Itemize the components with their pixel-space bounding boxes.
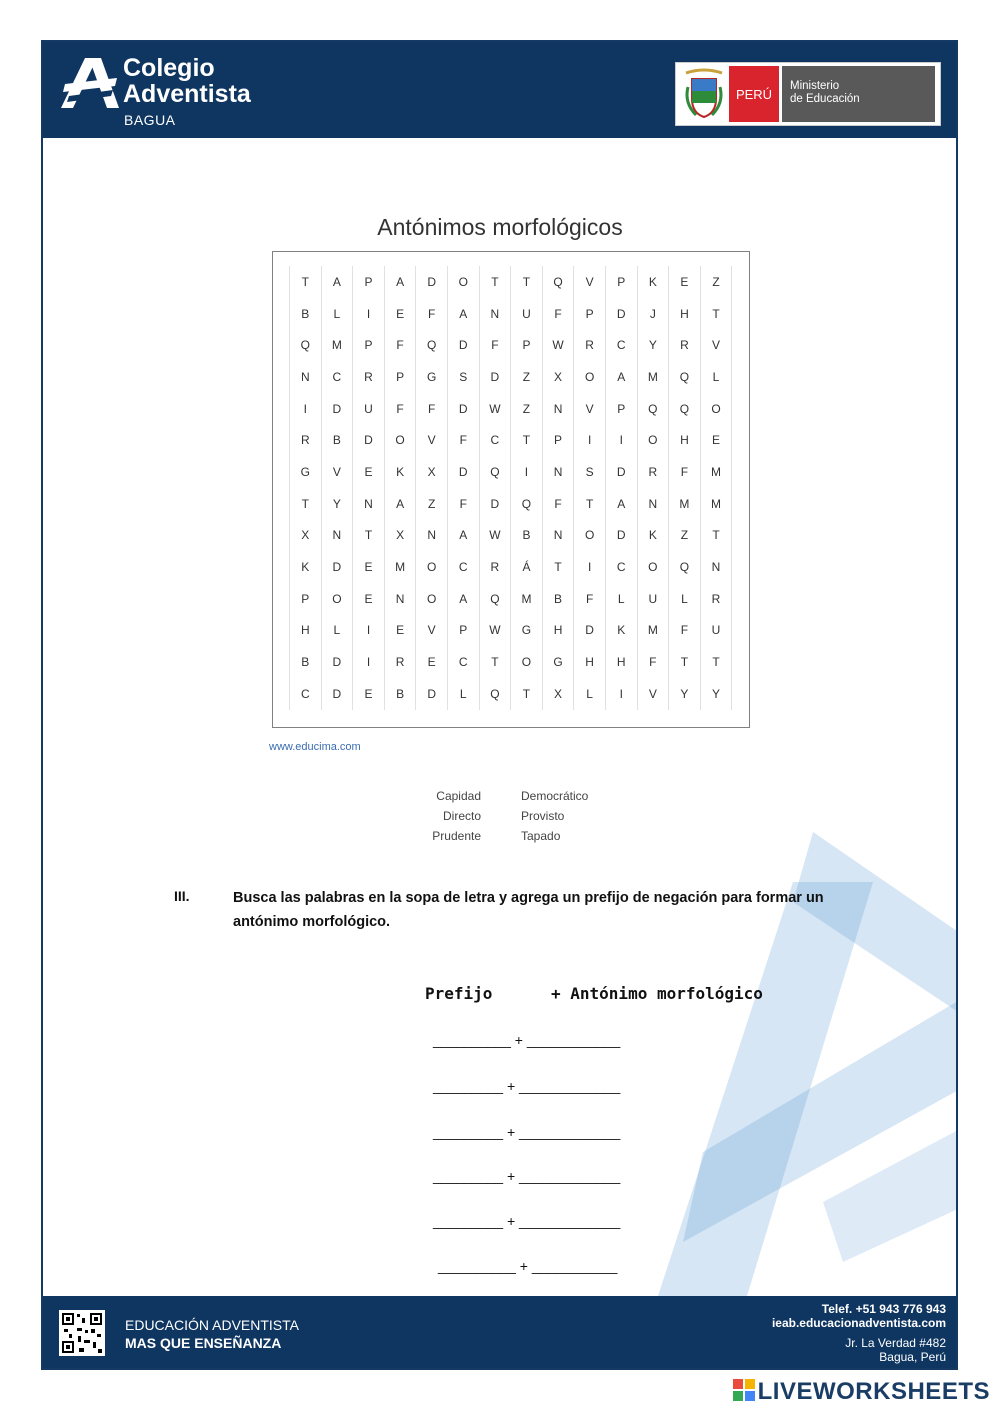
word-search-grid xyxy=(289,266,732,710)
grid-cell[interactable]: F xyxy=(479,329,511,361)
grid-cell[interactable]: V xyxy=(574,266,606,298)
grid-cell[interactable]: P xyxy=(447,615,479,647)
grid-cell[interactable]: Q xyxy=(416,329,448,361)
grid-cell[interactable]: V xyxy=(574,393,606,425)
grid-row xyxy=(290,615,732,647)
grid-cell[interactable]: E xyxy=(416,646,448,678)
grid-cell[interactable]: D xyxy=(605,456,637,488)
coat-of-arms-icon xyxy=(682,67,726,121)
grid-cell[interactable]: I xyxy=(353,615,385,647)
grid-cell[interactable]: N xyxy=(542,393,574,425)
grid-row xyxy=(290,456,732,488)
grid-cell[interactable]: Y xyxy=(669,678,701,710)
column-header-antonym: + Antónimo morfológico xyxy=(551,984,763,1003)
grid-cell[interactable]: I xyxy=(574,424,606,456)
grid-cell[interactable]: Á xyxy=(511,551,543,583)
grid-cell[interactable]: G xyxy=(416,361,448,393)
grid-cell[interactable]: W xyxy=(479,615,511,647)
grid-cell[interactable]: T xyxy=(542,551,574,583)
grid-cell[interactable]: D xyxy=(479,361,511,393)
grid-cell[interactable]: G xyxy=(511,615,543,647)
grid-cell[interactable]: M xyxy=(700,456,732,488)
grid-cell[interactable]: C xyxy=(321,361,353,393)
school-logo-icon xyxy=(59,54,121,110)
grid-row xyxy=(290,424,732,456)
grid-cell[interactable]: V xyxy=(416,424,448,456)
grid-cell[interactable]: N xyxy=(637,488,669,520)
grid-cell[interactable]: H xyxy=(574,646,606,678)
grid-row xyxy=(290,329,732,361)
contact-phone: Telef. +51 943 776 943 xyxy=(821,1302,946,1316)
grid-cell[interactable]: B xyxy=(290,298,322,330)
grid-cell[interactable]: D xyxy=(447,456,479,488)
grid-cell[interactable]: T xyxy=(700,646,732,678)
grid-cell[interactable]: Q xyxy=(479,456,511,488)
grid-cell[interactable]: Z xyxy=(416,488,448,520)
grid-cell[interactable]: F xyxy=(574,583,606,615)
grid-cell[interactable]: N xyxy=(290,361,322,393)
grid-row xyxy=(290,298,732,330)
word-list-left xyxy=(390,786,481,846)
grid-cell[interactable]: R xyxy=(479,551,511,583)
grid-cell[interactable]: K xyxy=(637,520,669,552)
grid-cell[interactable]: L xyxy=(321,298,353,330)
grid-cell[interactable]: O xyxy=(700,393,732,425)
answer-line-6[interactable]: __________ + ___________ xyxy=(438,1258,618,1274)
grid-cell[interactable]: R xyxy=(353,361,385,393)
grid-cell[interactable]: E xyxy=(353,583,385,615)
grid-cell[interactable]: N xyxy=(321,520,353,552)
grid-cell[interactable]: D xyxy=(416,266,448,298)
grid-cell[interactable]: T xyxy=(511,678,543,710)
grid-cell[interactable]: S xyxy=(447,361,479,393)
grid-cell[interactable]: A xyxy=(384,488,416,520)
grid-row xyxy=(290,583,732,615)
grid-cell[interactable]: Y xyxy=(637,329,669,361)
grid-cell[interactable]: F xyxy=(637,646,669,678)
grid-cell[interactable]: Q xyxy=(479,583,511,615)
grid-cell[interactable]: L xyxy=(605,583,637,615)
grid-cell[interactable]: M xyxy=(384,551,416,583)
grid-cell[interactable]: K xyxy=(384,456,416,488)
grid-cell[interactable]: C xyxy=(605,329,637,361)
grid-cell[interactable]: R xyxy=(574,329,606,361)
grid-cell[interactable]: M xyxy=(700,488,732,520)
grid-cell[interactable]: C xyxy=(447,646,479,678)
footer-banner xyxy=(43,1296,956,1370)
grid-cell[interactable]: D xyxy=(605,298,637,330)
grid-cell[interactable]: E xyxy=(353,456,385,488)
grid-cell[interactable]: H xyxy=(605,646,637,678)
grid-cell[interactable]: N xyxy=(416,520,448,552)
word-item: Directo xyxy=(442,809,481,823)
grid-cell[interactable]: U xyxy=(700,615,732,647)
grid-cell[interactable]: D xyxy=(353,424,385,456)
grid-cell[interactable]: X xyxy=(542,678,574,710)
grid-cell[interactable]: F xyxy=(416,393,448,425)
grid-cell[interactable]: F xyxy=(384,393,416,425)
grid-cell[interactable]: N xyxy=(384,583,416,615)
grid-cell[interactable]: B xyxy=(321,424,353,456)
grid-cell[interactable]: E xyxy=(353,678,385,710)
grid-cell[interactable]: C xyxy=(479,424,511,456)
grid-cell[interactable]: F xyxy=(542,488,574,520)
word-item: Capidad xyxy=(436,789,481,803)
grid-cell[interactable]: N xyxy=(700,551,732,583)
grid-cell[interactable]: F xyxy=(384,329,416,361)
grid-cell[interactable]: E xyxy=(700,424,732,456)
grid-cell[interactable]: K xyxy=(290,551,322,583)
grid-cell[interactable]: L xyxy=(321,615,353,647)
instruction-number: III. xyxy=(174,888,190,904)
grid-cell[interactable]: W xyxy=(479,520,511,552)
liveworksheets-brand xyxy=(733,1378,990,1406)
word-search-box xyxy=(272,251,750,728)
grid-cell[interactable]: T xyxy=(511,266,543,298)
grid-cell[interactable]: V xyxy=(637,678,669,710)
ministry-line2: de Educación xyxy=(790,93,860,105)
grid-cell[interactable]: L xyxy=(669,583,701,615)
grid-cell[interactable]: P xyxy=(511,329,543,361)
grid-row xyxy=(290,678,732,710)
grid-cell[interactable]: I xyxy=(353,646,385,678)
grid-row xyxy=(290,551,732,583)
grid-cell[interactable]: P xyxy=(353,329,385,361)
grid-cell[interactable]: R xyxy=(700,583,732,615)
word-list-right xyxy=(521,786,588,846)
grid-cell[interactable]: H xyxy=(290,615,322,647)
grid-cell[interactable]: F xyxy=(669,615,701,647)
grid-cell[interactable]: B xyxy=(290,646,322,678)
grid-row xyxy=(290,361,732,393)
grid-cell[interactable]: E xyxy=(384,298,416,330)
grid-cell[interactable]: P xyxy=(605,393,637,425)
grid-cell[interactable]: P xyxy=(290,583,322,615)
grid-cell[interactable]: P xyxy=(384,361,416,393)
grid-cell[interactable]: R xyxy=(290,424,322,456)
grid-cell[interactable]: Z xyxy=(511,393,543,425)
grid-cell[interactable]: Q xyxy=(669,551,701,583)
grid-cell[interactable]: D xyxy=(605,520,637,552)
ministry-logo xyxy=(675,62,941,126)
grid-cell[interactable]: R xyxy=(384,646,416,678)
grid-cell[interactable]: D xyxy=(321,646,353,678)
grid-cell[interactable]: A xyxy=(447,298,479,330)
school-name-line2: Adventista xyxy=(123,80,251,108)
school-location: BAGUA xyxy=(124,112,176,128)
grid-cell[interactable]: T xyxy=(669,646,701,678)
grid-cell[interactable]: T xyxy=(479,646,511,678)
footer-slogan xyxy=(125,1316,299,1352)
grid-cell[interactable]: C xyxy=(447,551,479,583)
grid-cell[interactable]: A xyxy=(447,520,479,552)
grid-cell[interactable]: O xyxy=(416,551,448,583)
grid-cell[interactable]: X xyxy=(542,361,574,393)
grid-cell[interactable]: T xyxy=(290,266,322,298)
school-name xyxy=(123,55,251,107)
page-title: Antónimos morfológicos xyxy=(377,214,623,240)
grid-cell[interactable]: K xyxy=(605,615,637,647)
grid-row xyxy=(290,266,732,298)
grid-cell[interactable]: M xyxy=(321,329,353,361)
grid-cell[interactable]: M xyxy=(637,615,669,647)
answer-line-5[interactable]: _________ + _____________ xyxy=(433,1213,621,1229)
school-name-line1: Colegio xyxy=(123,54,215,82)
grid-cell[interactable]: O xyxy=(637,551,669,583)
grid-cell[interactable]: T xyxy=(290,488,322,520)
grid-cell[interactable]: Z xyxy=(511,361,543,393)
grid-cell[interactable]: Q xyxy=(669,361,701,393)
grid-cell[interactable]: T xyxy=(511,424,543,456)
grid-cell[interactable]: D xyxy=(574,615,606,647)
grid-cell[interactable]: Q xyxy=(511,488,543,520)
grid-cell[interactable]: S xyxy=(574,456,606,488)
grid-cell[interactable]: N xyxy=(542,520,574,552)
peru-label: PERÚ xyxy=(729,66,779,122)
grid-cell[interactable]: M xyxy=(637,361,669,393)
header-banner xyxy=(43,42,956,138)
grid-cell[interactable]: N xyxy=(353,488,385,520)
grid-cell[interactable]: U xyxy=(353,393,385,425)
answer-line-2[interactable]: _________ + _____________ xyxy=(433,1078,621,1094)
source-url: www.educima.com xyxy=(269,741,361,753)
grid-cell[interactable]: H xyxy=(669,298,701,330)
grid-cell[interactable]: D xyxy=(321,393,353,425)
grid-cell[interactable]: Q xyxy=(290,329,322,361)
grid-cell[interactable]: M xyxy=(669,488,701,520)
grid-cell[interactable]: J xyxy=(637,298,669,330)
grid-cell[interactable]: V xyxy=(321,456,353,488)
grid-cell[interactable]: R xyxy=(637,456,669,488)
slogan-line2: MAS QUE ENSEÑANZA xyxy=(125,1335,282,1351)
liveworksheets-label: LIVEWORKSHEETS xyxy=(757,1378,990,1405)
answer-line-1[interactable]: __________ + ____________ xyxy=(433,1032,621,1048)
ministry-line1: Ministerio xyxy=(790,80,840,92)
grid-cell[interactable]: L xyxy=(700,361,732,393)
grid-row xyxy=(290,520,732,552)
grid-cell[interactable]: D xyxy=(479,488,511,520)
grid-cell[interactable]: I xyxy=(574,551,606,583)
grid-cell[interactable]: T xyxy=(574,488,606,520)
grid-cell[interactable]: F xyxy=(416,298,448,330)
grid-cell[interactable]: H xyxy=(669,424,701,456)
grid-cell[interactable]: I xyxy=(605,424,637,456)
grid-cell[interactable]: F xyxy=(669,456,701,488)
contact-website: ieab.educacionadventista.com xyxy=(771,1316,946,1330)
grid-cell[interactable]: T xyxy=(353,520,385,552)
grid-cell[interactable]: O xyxy=(447,266,479,298)
grid-cell[interactable]: G xyxy=(542,646,574,678)
grid-cell[interactable]: W xyxy=(479,393,511,425)
grid-cell[interactable]: K xyxy=(637,266,669,298)
grid-cell[interactable]: F xyxy=(447,424,479,456)
grid-cell[interactable]: R xyxy=(669,329,701,361)
footer-contact xyxy=(772,1302,946,1364)
word-item: Democrático xyxy=(521,789,589,803)
answer-line-4[interactable]: _________ + _____________ xyxy=(433,1168,621,1184)
grid-cell[interactable]: A xyxy=(447,583,479,615)
grid-cell[interactable]: P xyxy=(605,266,637,298)
grid-cell[interactable]: Y xyxy=(700,678,732,710)
word-item: Provisto xyxy=(521,809,565,823)
grid-cell[interactable]: D xyxy=(447,329,479,361)
grid-cell[interactable]: O xyxy=(574,520,606,552)
grid-cell[interactable]: A xyxy=(605,488,637,520)
grid-cell[interactable]: L xyxy=(447,678,479,710)
grid-cell[interactable]: Q xyxy=(542,266,574,298)
grid-cell[interactable]: L xyxy=(574,678,606,710)
qr-code-icon xyxy=(59,1310,105,1356)
grid-cell[interactable]: Y xyxy=(321,488,353,520)
grid-cell[interactable]: Q xyxy=(669,393,701,425)
instruction-text: Busca las palabras en la sopa de letra y agrega un prefijo de negación para formar un antónimo morfológico. xyxy=(233,890,824,930)
grid-cell[interactable]: P xyxy=(574,298,606,330)
word-item: Prudente xyxy=(432,829,481,843)
grid-cell[interactable]: D xyxy=(416,678,448,710)
grid-cell[interactable]: W xyxy=(542,329,574,361)
grid-cell[interactable]: A xyxy=(384,266,416,298)
grid-row xyxy=(290,488,732,520)
grid-cell[interactable]: B xyxy=(384,678,416,710)
grid-cell[interactable]: I xyxy=(605,678,637,710)
grid-cell[interactable]: O xyxy=(321,583,353,615)
grid-cell[interactable]: G xyxy=(290,456,322,488)
contact-address-street: Jr. La Verdad #482 xyxy=(845,1336,946,1350)
grid-cell[interactable]: C xyxy=(605,551,637,583)
grid-cell[interactable]: I xyxy=(353,298,385,330)
grid-cell[interactable]: P xyxy=(353,266,385,298)
grid-cell[interactable]: U xyxy=(637,583,669,615)
grid-cell[interactable]: T xyxy=(700,520,732,552)
grid-cell[interactable]: D xyxy=(321,551,353,583)
grid-cell[interactable]: O xyxy=(384,424,416,456)
grid-cell[interactable]: O xyxy=(416,583,448,615)
grid-cell[interactable]: P xyxy=(542,424,574,456)
grid-cell[interactable]: D xyxy=(447,393,479,425)
grid-cell[interactable]: N xyxy=(542,456,574,488)
column-header-prefix: Prefijo xyxy=(425,984,493,1003)
answer-line-3[interactable]: _________ + _____________ xyxy=(433,1124,621,1140)
grid-row xyxy=(290,646,732,678)
grid-cell[interactable]: B xyxy=(542,583,574,615)
grid-cell[interactable]: O xyxy=(511,646,543,678)
grid-cell[interactable]: E xyxy=(669,266,701,298)
grid-cell[interactable]: O xyxy=(637,424,669,456)
grid-cell[interactable]: F xyxy=(542,298,574,330)
grid-cell[interactable]: X xyxy=(416,456,448,488)
grid-cell[interactable]: Z xyxy=(669,520,701,552)
grid-cell[interactable]: E xyxy=(384,615,416,647)
grid-cell[interactable]: I xyxy=(511,456,543,488)
grid-cell[interactable]: X xyxy=(290,520,322,552)
grid-cell[interactable]: N xyxy=(479,298,511,330)
grid-cell[interactable]: V xyxy=(416,615,448,647)
grid-cell[interactable]: F xyxy=(447,488,479,520)
grid-cell[interactable]: M xyxy=(511,583,543,615)
grid-row xyxy=(290,393,732,425)
grid-cell[interactable]: Z xyxy=(700,266,732,298)
grid-cell[interactable]: D xyxy=(321,678,353,710)
word-item: Tapado xyxy=(521,829,561,843)
grid-cell[interactable]: V xyxy=(700,329,732,361)
grid-cell[interactable]: B xyxy=(511,520,543,552)
slogan-line1: EDUCACIÓN ADVENTISTA xyxy=(125,1317,299,1333)
liveworksheets-logo-icon xyxy=(733,1379,755,1401)
grid-cell[interactable]: X xyxy=(384,520,416,552)
grid-cell[interactable]: T xyxy=(479,266,511,298)
grid-cell[interactable]: H xyxy=(542,615,574,647)
contact-address-city: Bagua, Perú xyxy=(879,1350,946,1364)
grid-cell[interactable]: C xyxy=(290,678,322,710)
grid-cell[interactable]: E xyxy=(353,551,385,583)
grid-cell[interactable]: I xyxy=(290,393,322,425)
grid-cell[interactable]: O xyxy=(574,361,606,393)
grid-cell[interactable]: A xyxy=(321,266,353,298)
grid-cell[interactable]: Q xyxy=(479,678,511,710)
grid-cell[interactable]: Q xyxy=(637,393,669,425)
grid-cell[interactable]: A xyxy=(605,361,637,393)
grid-cell[interactable]: U xyxy=(511,298,543,330)
grid-cell[interactable]: T xyxy=(700,298,732,330)
ministry-name xyxy=(782,66,935,122)
